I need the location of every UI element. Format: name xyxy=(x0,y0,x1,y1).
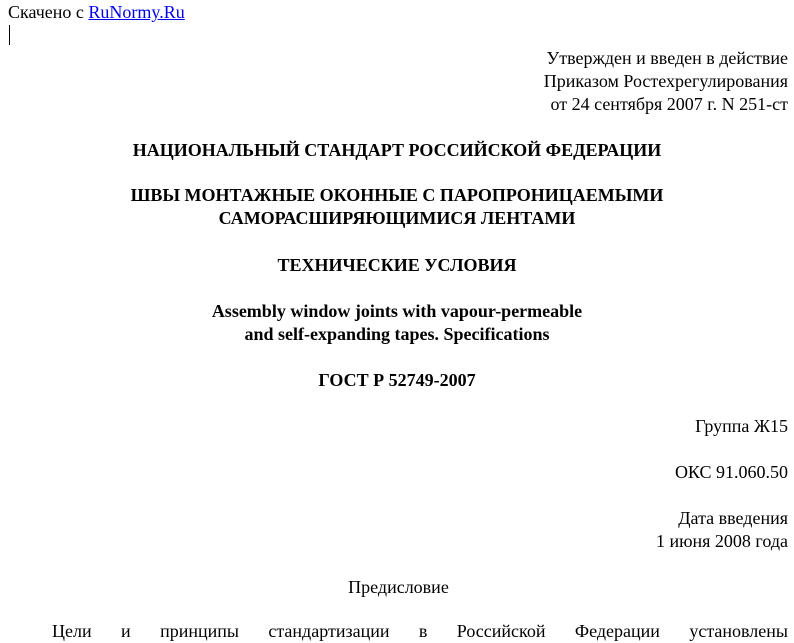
source-link[interactable]: RuNormy.Ru xyxy=(88,2,185,22)
group-code: Группа Ж15 xyxy=(695,416,788,436)
source-prefix: Скачено с xyxy=(8,2,89,22)
english-title-line-1: Assembly window joints with vapour-permeable xyxy=(211,301,583,321)
approval-line-3: от 24 сентября 2007 г. N 251-ст xyxy=(550,94,788,114)
approval-line-1: Утвержден и введен в действие xyxy=(546,48,788,68)
foreword-word: и xyxy=(121,621,131,641)
foreword-word: принципы xyxy=(160,621,239,641)
oks-code: ОКС 91.060.50 xyxy=(674,462,788,482)
intro-date-value: 1 июня 2008 года xyxy=(655,531,788,551)
foreword-word: Цели xyxy=(52,621,92,641)
standard-code: ГОСТ Р 52749-2007 xyxy=(318,370,476,390)
foreword-word: Российской xyxy=(456,621,546,641)
document-subtitle: ТЕХНИЧЕСКИЕ УСЛОВИЯ xyxy=(277,255,517,275)
national-standard-heading: НАЦИОНАЛЬНЫЙ СТАНДАРТ РОССИЙСКОЙ ФЕДЕРАЦИИ xyxy=(132,140,662,160)
approval-line-2: Приказом Ростехрегулирования xyxy=(543,71,788,91)
text-cursor xyxy=(9,25,10,45)
intro-date-label: Дата введения xyxy=(678,508,788,528)
foreword-heading: Предисловие xyxy=(348,577,449,597)
foreword-word: установлены xyxy=(689,621,788,641)
foreword-word: Федерации xyxy=(574,621,660,641)
english-title-line-2: and self-expanding tapes. Specifications xyxy=(244,324,550,344)
foreword-first-line xyxy=(52,620,788,643)
foreword-word: стандартизации xyxy=(268,621,390,641)
foreword-word: в xyxy=(418,621,428,641)
source-line xyxy=(8,1,185,24)
document-title-line-2: САМОРАСШИРЯЮЩИМИСЯ ЛЕНТАМИ xyxy=(218,208,576,228)
document-title-line-1: ШВЫ МОНТАЖНЫЕ ОКОННЫЕ С ПАРОПРОНИЦАЕМЫМИ xyxy=(130,185,664,205)
